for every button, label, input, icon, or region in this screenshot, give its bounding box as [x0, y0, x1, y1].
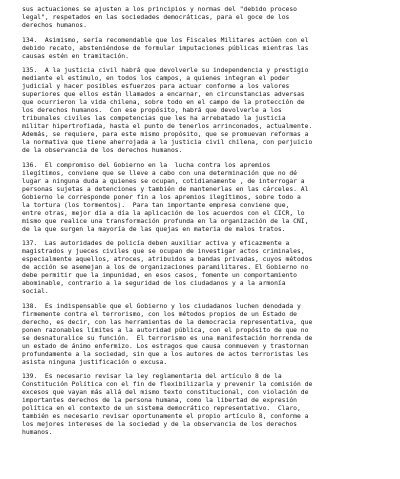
paragraph-p133-tail — [22, 6, 390, 30]
text-line: política en el contexto de un sistema democrático representativo. Claro, — [22, 405, 301, 412]
text-line: mismo que realice una transformación profunda en la organización de la CNI, — [22, 217, 309, 225]
text-line: personas sujetas a detenciones y también de mantenerlas en las cárceles. Al — [22, 185, 309, 193]
text-line: magistrados y jueces civiles que se ocupan de investigar actos criminales, — [22, 248, 305, 255]
text-line: los mejores intereses de la sociedad y de la observancia de los derechos — [22, 421, 297, 428]
text-line: mediante el estímulo, en todos los campos, a quienes integran el poder — [22, 75, 290, 82]
text-line: 138. Es indispensable que el Gobierno y los ciudadanos luchen denodada y — [22, 302, 301, 310]
paragraph-p136 — [22, 162, 390, 234]
text-line: social. — [22, 288, 49, 295]
paragraph-p139 — [22, 373, 390, 437]
text-line: de la que surgen la mayoría de las quejas en materia de malos tratos. — [22, 225, 286, 233]
text-line: que ocurrieron la vida chilena, sobre todo en el campo de la protección de — [22, 99, 305, 106]
text-line: militar hipertrofiada, hasta el punto de tenerlos arrinconados, actualmente. — [22, 123, 313, 130]
text-line: debido recato, absteniéndose de formular imputaciones públicas mientras las — [22, 44, 309, 52]
text-line: causas estén en tramitación. — [22, 52, 129, 60]
text-line: excesos que vayan más allá del mismo texto constitucional, con violación de — [22, 389, 309, 396]
paragraph-p134 — [22, 37, 390, 61]
text-line: de la observancia de los derechos humanos. — [22, 147, 183, 154]
text-line: también es necesario revisar oportunamente el propio artículo 8, conforme a — [22, 413, 309, 420]
text-line: los derechos humanos. Con ese propósito, habrá que devolverle a los — [22, 107, 282, 114]
text-line: se desnaturalice su función. El terrorismo es una manifestación horrenda de — [22, 334, 313, 342]
text-line: 137. Las autoridades de policía deben auxiliar activa y eficazmente a — [22, 240, 290, 247]
text-line: Gobierno le corresponde poner fin a los apremios ilegítimos, sobre todo a — [22, 193, 301, 201]
text-line: Además, se requiere, para este mismo propósito, que se promuevan reformas a — [22, 131, 309, 138]
text-line: abominable, contrario a la seguridad de los ciudadanos y a la armonía — [22, 280, 286, 287]
text-line: 135. A la justicia civil habrá que devolverle su independencia y prestigio — [22, 67, 309, 74]
text-line: especialmente aquellos, atroces, atribuidos a bandas privadas, cuyos métodos — [22, 256, 313, 263]
text-line: asista ninguna justificación o excusa. — [22, 358, 168, 366]
text-line: 136. El compromiso del Gobierno en la lucha contra los apremios — [22, 161, 271, 169]
text-line: importantes derechos de la persona humana, como la libertad de expresión — [22, 397, 297, 404]
text-line: derecho, es decir, con las herramientas de la democracia representativa, que — [22, 318, 313, 326]
text-line: legal", respetados en las sociedades democráticas, para el goce de los — [22, 14, 290, 21]
text-line: ponen razonables límites a la autoridad pública, con el propósito de que no — [22, 326, 309, 334]
text-line: derechos humanos. — [22, 22, 87, 29]
text-line: entre otras, mejor día a día la aplicación de los acuerdos con el CICR, lo — [22, 209, 305, 217]
text-line: tribunales civiles las competencias que les ha arrebatado la justicia — [22, 115, 286, 122]
paragraph-p138 — [22, 303, 390, 367]
text-line: la normativa que tiene aherrojada a la justicia civil chilena, con perjuicio — [22, 139, 313, 146]
paragraph-p135 — [22, 67, 390, 155]
text-line: sus actuaciones se ajusten a los principios y normas del "debido proceso — [22, 6, 297, 13]
text-line: debe permitir que la impunidad, en esos casos, fomente un comportamiento — [22, 272, 297, 279]
text-line: profundamente a la sociedad, sin que a los autores de actos terroristas les — [22, 350, 309, 358]
text-line: de acción se asemejan a los de organizaciones paramilitares. El Gobierno no — [22, 264, 309, 271]
text-line: la tortura (los tormentos). Para tan importante empresa conviene que, — [22, 201, 290, 209]
text-line: firmemente contra el terrorismo, con los métodos propios de un Estado de — [22, 310, 297, 318]
text-line: un estado de ánimo enfermizo. Los estragos que causa conmueven y trastornan — [22, 342, 309, 350]
text-line: Constitución Política con el fin de flexibilizarla y prevenir la comisión de — [22, 381, 313, 388]
document-body — [22, 6, 390, 437]
text-line: 134. Asimismo, sería recomendable que los Fiscales Militares actúen con el — [22, 36, 309, 44]
text-line: humanos. — [22, 429, 53, 436]
text-line: 139. Es necesario revisar la ley reglamentaria del artículo 8 de la — [22, 373, 282, 380]
paragraph-p137 — [22, 240, 390, 296]
text-line: ilegítimos, conviene que se lleve a cabo con una determinación que no dé — [22, 169, 297, 177]
text-line: lugar a ninguna duda a quienes se ocupan, cotidianamente , de interrogar a — [22, 177, 305, 185]
text-line: superiores que ellos están llamados a encarnar, en circunstancias adversas — [22, 91, 305, 98]
text-line: judicial y hacer posibles esfuerzos para actuar conforme a los valores — [22, 83, 290, 90]
